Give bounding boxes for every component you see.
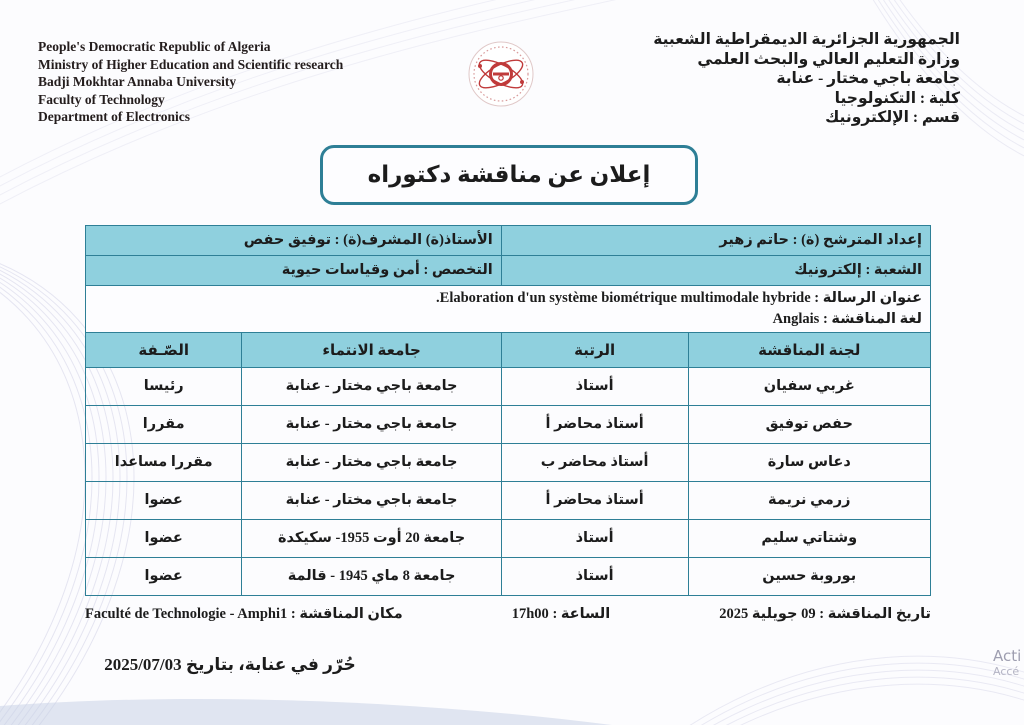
jury-name: زرمي نريمة [688, 482, 931, 520]
issued-line: حُرّر في عنابة، بتاريخ 2025/07/03 [104, 655, 356, 674]
thesis-row [86, 286, 931, 333]
ministry-line-ar: وزارة التعليم العالي والبحث العلمي [697, 50, 960, 68]
country-line: People's Democratic Republic of Algeria [38, 39, 271, 54]
faculty-line: Faculty of Technology [38, 91, 165, 107]
department-line-ar: قسم : الإلكترونيك [825, 109, 960, 126]
defense-place: مكان المناقشة : Faculté de Technologie - Amphi1 [85, 606, 403, 622]
candidate-cell: إعداد المترشح (ة) : حاتم زهير [501, 226, 930, 256]
jury-name: غربي سفيان [688, 368, 931, 406]
watermark-line1: Acti [993, 647, 1022, 665]
university-line-ar: جامعة باجي مختار - عنابة [776, 70, 960, 87]
schedule-line [85, 606, 931, 623]
header-jury: لجنة المناقشة [688, 333, 931, 368]
jury-role: رئيسا [86, 368, 242, 406]
university-line: Badji Mokhtar Annaba University [38, 74, 237, 89]
jury-name: حفص توفيق [688, 406, 931, 444]
jury-role: مقررا مساعدا [86, 444, 242, 482]
country-line-ar: الجمهورية الجزائرية الديمقراطية الشعبية [653, 31, 960, 48]
jury-university: جامعة 8 ماي 1945 - قالمة [242, 558, 501, 596]
jury-university: جامعة باجي مختار - عنابة [242, 406, 501, 444]
branch-cell: الشعبة : إلكترونيك [501, 256, 930, 286]
watermark-line2: Accé [993, 665, 1020, 678]
jury-rank: أستاذ محاضر أ [501, 406, 688, 444]
jury-role: مقررا [86, 406, 242, 444]
jury-row [86, 368, 931, 406]
defense-language-line: لغة المناقشة : Anglais [772, 311, 922, 327]
jury-rank: أستاذ [501, 520, 688, 558]
jury-row [86, 558, 931, 596]
university-seal-logo [467, 40, 535, 108]
thesis-title-line: عنوان الرسالة : Elaboration d'un système biométrique multimodale hybride. [436, 290, 922, 306]
thesis-cell [86, 286, 931, 333]
jury-row [86, 406, 931, 444]
jury-rank: أستاذ محاضر أ [501, 482, 688, 520]
defense-date: تاريخ المناقشة : 09 جويلية 2025 [719, 606, 931, 622]
jury-row [86, 444, 931, 482]
header-role: الصّـفة [86, 333, 242, 368]
faculty-line-ar: كلية : التكنولوجيا [834, 89, 960, 107]
university-seal-icon [467, 40, 535, 108]
header-university: جامعة الانتماء [242, 333, 501, 368]
jury-rank: أستاذ محاضر ب [501, 444, 688, 482]
defense-info-table [85, 225, 931, 596]
header-rank: الرتبة [501, 333, 688, 368]
jury-row [86, 520, 931, 558]
jury-university: جامعة باجي مختار - عنابة [242, 444, 501, 482]
jury-university: جامعة باجي مختار - عنابة [242, 482, 501, 520]
jury-role: عضوا [86, 558, 242, 596]
jury-university: جامعة باجي مختار - عنابة [242, 368, 501, 406]
windows-activation-watermark [993, 648, 1024, 678]
institution-header-english [38, 38, 438, 126]
specialty-cell: التخصص : أمن وقياسات حيوية [86, 256, 502, 286]
announcement-title-box [320, 145, 698, 205]
institution-header-arabic [630, 30, 960, 128]
jury-role: عضوا [86, 520, 242, 558]
announcement-title: إعلان عن مناقشة دكتوراه [367, 162, 651, 187]
supervisor-cell: الأستاذ(ة) المشرف(ة) : توفيق حفص [86, 226, 502, 256]
jury-university: جامعة 20 أوت 1955- سكيكدة [242, 520, 501, 558]
ministry-line: Ministry of Higher Education and Scientific research [38, 56, 344, 72]
jury-row [86, 482, 931, 520]
jury-role: عضوا [86, 482, 242, 520]
jury-name: دعاس سارة [688, 444, 931, 482]
branch-specialty-row [86, 256, 931, 286]
jury-header-row [86, 333, 931, 368]
candidate-supervisor-row [86, 226, 931, 256]
defense-time: الساعة : 17h00 [511, 606, 611, 622]
jury-rank: أستاذ [501, 558, 688, 596]
jury-rank: أستاذ [501, 368, 688, 406]
jury-name: بوروبة حسين [688, 558, 931, 596]
department-line: Department of Electronics [38, 109, 190, 124]
jury-name: وشتاتي سليم [688, 520, 931, 558]
